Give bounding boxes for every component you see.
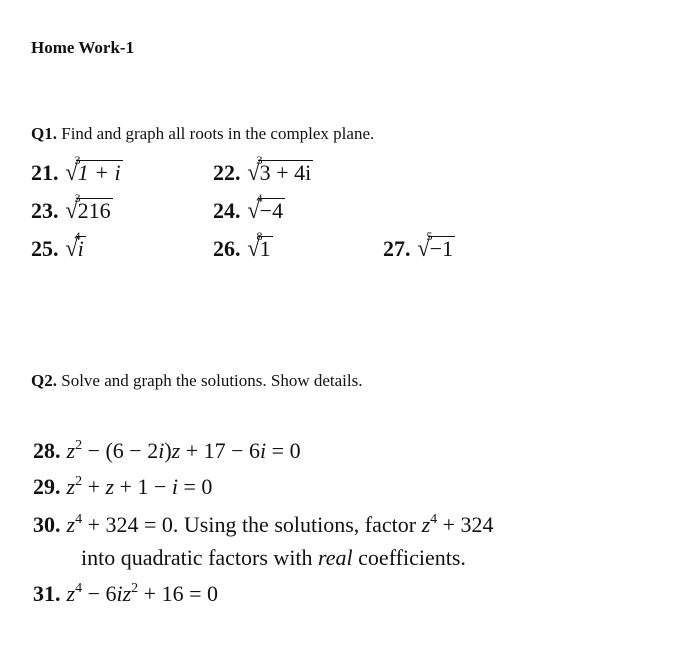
expression-part: + 324 xyxy=(437,512,494,537)
problem-21 xyxy=(31,153,123,186)
radical-index: 3 xyxy=(74,191,81,205)
variable-z: z xyxy=(105,474,115,499)
q2-heading xyxy=(31,371,363,391)
expression-part: + 1 − xyxy=(114,474,172,499)
problem-22 xyxy=(213,153,313,186)
radicand: 3 + 4i xyxy=(259,160,312,185)
q1-text: Find and graph all roots in the complex plane. xyxy=(61,124,375,143)
problem-24 xyxy=(213,191,285,224)
exponent: 2 xyxy=(131,581,139,596)
variable-z: z xyxy=(66,474,76,499)
problem-number: 29. xyxy=(33,474,61,499)
problem-31 xyxy=(33,583,218,605)
exponent: 4 xyxy=(75,512,83,527)
problem-number: 30. xyxy=(33,512,61,537)
problem-27 xyxy=(383,229,455,262)
radical-sign-icon: √ xyxy=(64,160,78,186)
radical-sign-icon: √ xyxy=(246,198,260,224)
radical-sign-icon: √ xyxy=(246,236,260,262)
variable-z: z xyxy=(171,438,181,463)
radicand: i xyxy=(77,236,84,261)
exponent: 2 xyxy=(75,438,83,453)
radicand: −1 xyxy=(429,236,454,261)
imaginary-unit: i xyxy=(171,474,178,499)
problem-number: 28. xyxy=(33,438,61,463)
radical-index: 3 xyxy=(256,153,263,167)
radical-expression xyxy=(64,153,123,186)
variable-z: z xyxy=(66,581,76,606)
radicand: −4 xyxy=(259,198,284,223)
radicand: 1 + i xyxy=(77,160,121,185)
expression-part: − (6 − 2 xyxy=(82,438,159,463)
radical-sign-icon: √ xyxy=(416,236,430,262)
expression-part: + 16 = 0 xyxy=(138,581,218,606)
problem-number: 27. xyxy=(383,236,411,261)
radical-expression xyxy=(416,229,456,262)
radical-expression xyxy=(246,191,286,224)
problem-30 xyxy=(33,514,494,536)
document-title: Home Work-1 xyxy=(31,38,135,57)
radical-sign-icon: √ xyxy=(246,160,260,186)
problem-number: 31. xyxy=(33,581,61,606)
problem-number: 23. xyxy=(31,198,59,223)
radical-expression xyxy=(64,229,86,262)
radical-sign-icon: √ xyxy=(64,236,78,262)
radical-expression xyxy=(246,153,314,186)
q1-label: Q1. xyxy=(31,124,57,143)
radical-index: 4 xyxy=(74,229,81,243)
expression-part: ) xyxy=(164,438,172,463)
expression-part: + xyxy=(82,474,106,499)
problem-number: 26. xyxy=(213,236,241,261)
radical-expression xyxy=(246,229,273,262)
q1-heading xyxy=(31,124,374,144)
q2-label: Q2. xyxy=(31,371,57,390)
radicand: 216 xyxy=(77,198,111,223)
variable-z: z xyxy=(66,512,76,537)
emphasis-real: real xyxy=(318,545,353,570)
expression-part: = 0 xyxy=(266,438,301,463)
problem-number: 21. xyxy=(31,160,59,185)
exponent: 4 xyxy=(430,512,438,527)
problem-25 xyxy=(31,229,86,262)
expression-part: into quadratic factors with xyxy=(81,545,319,570)
q2-text: Solve and graph the solutions. Show details. xyxy=(61,371,363,390)
expression-part: + 17 − 6 xyxy=(180,438,261,463)
expression-part: coefficients. xyxy=(352,545,466,570)
radical-index: 4 xyxy=(256,191,263,205)
variable-z: z xyxy=(122,581,132,606)
problem-30-continuation xyxy=(81,545,466,571)
problem-number: 22. xyxy=(213,160,241,185)
problem-number: 24. xyxy=(213,198,241,223)
imaginary-unit: i xyxy=(116,581,123,606)
variable-z: z xyxy=(66,438,76,463)
problem-29 xyxy=(33,476,212,498)
expression-part: = 0 xyxy=(178,474,213,499)
problem-23 xyxy=(31,191,113,224)
radical-index: 3 xyxy=(74,153,81,167)
radicand: 1 xyxy=(259,236,271,261)
problem-number: 25. xyxy=(31,236,59,261)
imaginary-unit: i xyxy=(260,438,267,463)
exponent: 2 xyxy=(75,474,83,489)
imaginary-unit: i xyxy=(158,438,165,463)
exponent: 4 xyxy=(75,581,83,596)
radical-index: 5 xyxy=(426,229,433,243)
radical-index: 8 xyxy=(256,229,263,243)
expression-part: − 6 xyxy=(82,581,117,606)
variable-z: z xyxy=(421,512,431,537)
radical-sign-icon: √ xyxy=(64,198,78,224)
radical-expression xyxy=(64,191,113,224)
problem-26 xyxy=(213,229,273,262)
problem-28 xyxy=(33,440,301,462)
expression-part: + 324 = 0. Using the solutions, factor xyxy=(82,512,422,537)
